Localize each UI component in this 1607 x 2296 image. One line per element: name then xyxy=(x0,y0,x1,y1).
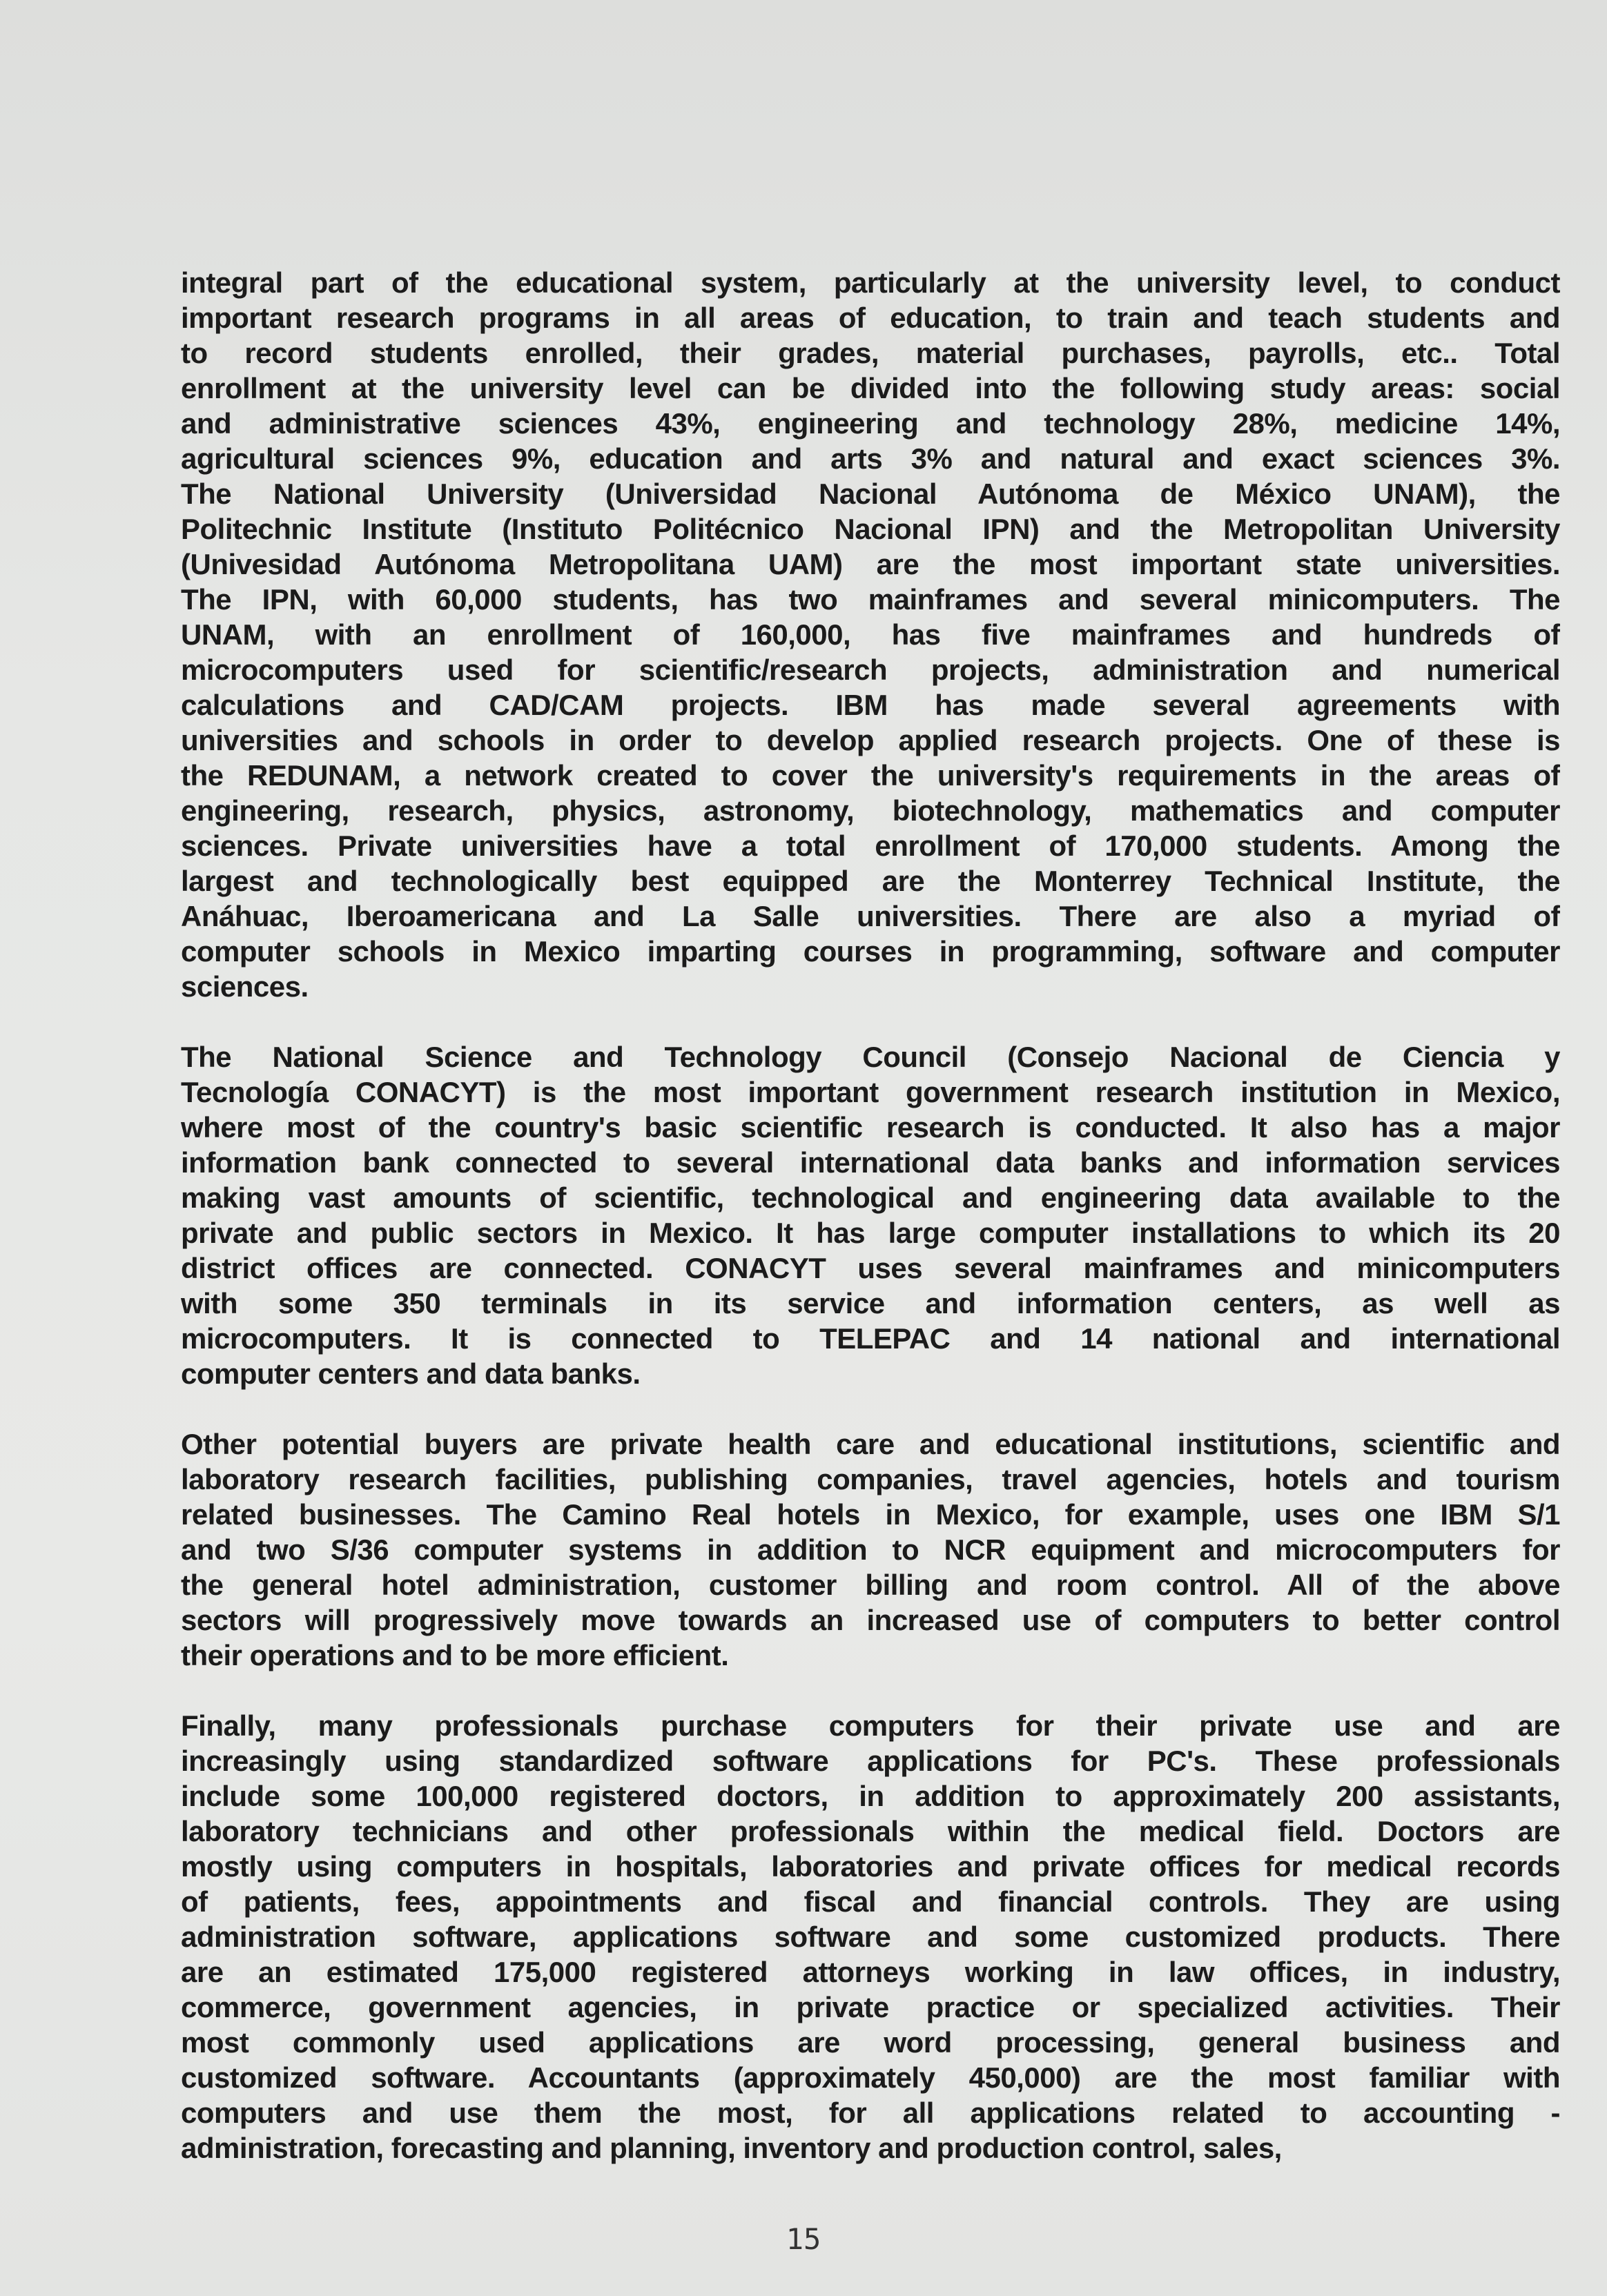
text-line: laboratory technicians and other professionals within the medical field. Doctors are xyxy=(181,1815,1560,1847)
text-line: increasingly using standardized software applications for PC's. These professionals xyxy=(181,1745,1560,1777)
paragraph xyxy=(181,1039,1560,1391)
text-line: important research programs in all areas of education, to train and teach students and xyxy=(181,302,1560,334)
text-line: the REDUNAM, a network created to cover the university's requirements in the areas of xyxy=(181,759,1560,792)
paragraph-spacer xyxy=(181,1673,1560,1708)
text-line: district offices are connected. CONACYT uses several mainframes and minicomputers xyxy=(181,1252,1560,1284)
text-line: most commonly used applications are word processing, general business and xyxy=(181,2026,1560,2059)
text-line: where most of the country's basic scientific research is conducted. It also has a major xyxy=(181,1111,1560,1144)
text-line: Politechnic Institute (Instituto Politécnico Nacional IPN) and the Metropolitan University xyxy=(181,513,1560,545)
text-line: making vast amounts of scientific, technological and engineering data available to the xyxy=(181,1181,1560,1214)
text-line: microcomputers. It is connected to TELEPAC and 14 national and international xyxy=(181,1322,1560,1355)
paragraph xyxy=(181,1426,1560,1673)
text-line: sectors will progressively move towards an increased use of computers to better control xyxy=(181,1604,1560,1636)
text-line: administration, forecasting and planning, inventory and production control, sales, xyxy=(181,2132,1282,2164)
paragraph xyxy=(181,265,1560,1004)
text-line: Other potential buyers are private health care and educational institutions, scientific and xyxy=(181,1428,1560,1460)
text-line: and two S/36 computer systems in addition to NCR equipment and microcomputers for xyxy=(181,1533,1560,1566)
paragraph-spacer xyxy=(181,1004,1560,1039)
text-line: Tecnología CONACYT) is the most important government research institution in Mexico, xyxy=(181,1076,1560,1108)
text-line: engineering, research, physics, astronomy, biotechnology, mathematics and computer xyxy=(181,794,1560,827)
paragraph xyxy=(181,1708,1560,2166)
text-line: information bank connected to several international data banks and information services xyxy=(181,1146,1560,1179)
text-line: Finally, many professionals purchase computers for their private use and are xyxy=(181,1709,1560,1742)
text-line: sciences. Private universities have a total enrollment of 170,000 students. Among the xyxy=(181,830,1560,862)
text-line: mostly using computers in hospitals, laboratories and private offices for medical records xyxy=(181,1850,1560,1883)
text-line: sciences. xyxy=(181,970,309,1003)
text-line: and administrative sciences 43%, engineering and technology 28%, medicine 14%, xyxy=(181,407,1560,440)
text-line: private and public sectors in Mexico. It has large computer installations to which its 20 xyxy=(181,1217,1560,1249)
text-line: The National Science and Technology Council (Consejo Nacional de Ciencia y xyxy=(181,1041,1560,1073)
text-line: are an estimated 175,000 registered attorneys working in law offices, in industry, xyxy=(181,1956,1560,1988)
text-line: of patients, fees, appointments and fiscal and financial controls. They are using xyxy=(181,1885,1560,1918)
text-line: to record students enrolled, their grades, material purchases, payrolls, etc.. Total xyxy=(181,337,1560,369)
text-line: UNAM, with an enrollment of 160,000, has five mainframes and hundreds of xyxy=(181,618,1560,651)
text-line: microcomputers used for scientific/research projects, administration and numerical xyxy=(181,654,1560,686)
text-line: agricultural sciences 9%, education and arts 3% and natural and exact sciences 3%. xyxy=(181,442,1560,475)
text-line: The National University (Universidad Nacional Autónoma de México UNAM), the xyxy=(181,478,1560,510)
text-line: (Univesidad Autónoma Metropolitana UAM) are the most important state universities. xyxy=(181,548,1560,580)
page-number: 15 xyxy=(786,2222,821,2256)
text-line: calculations and CAD/CAM projects. IBM has made several agreements with xyxy=(181,689,1560,721)
text-line: their operations and to be more efficient. xyxy=(181,1639,729,1671)
text-line: include some 100,000 registered doctors, in addition to approximately 200 assistants, xyxy=(181,1780,1560,1812)
text-line: Anáhuac, Iberoamericana and La Salle universities. There are also a myriad of xyxy=(181,900,1560,932)
text-line: universities and schools in order to develop applied research projects. One of these is xyxy=(181,724,1560,756)
text-line: enrollment at the university level can be divided into the following study areas: social xyxy=(181,372,1560,404)
text-line: commerce, government agencies, in private practice or specialized activities. Their xyxy=(181,1991,1560,2023)
text-line: The IPN, with 60,000 students, has two mainframes and several minicomputers. The xyxy=(181,583,1560,616)
text-line: the general hotel administration, customer billing and room control. All of the above xyxy=(181,1569,1560,1601)
text-line: integral part of the educational system, particularly at the university level, to conduct xyxy=(181,266,1560,299)
text-line: customized software. Accountants (approximately 450,000) are the most familiar with xyxy=(181,2061,1560,2094)
text-line: laboratory research facilities, publishing companies, travel agencies, hotels and tourism xyxy=(181,1463,1560,1495)
text-line: administration software, applications software and some customized products. There xyxy=(181,1921,1560,1953)
text-line: computer schools in Mexico imparting courses in programming, software and computer xyxy=(181,935,1560,968)
text-line: related businesses. The Camino Real hotels in Mexico, for example, uses one IBM S/1 xyxy=(181,1498,1560,1531)
text-line: computer centers and data banks. xyxy=(181,1357,641,1390)
text-line: with some 350 terminals in its service and information centers, as well as xyxy=(181,1287,1560,1319)
text-line: largest and technologically best equipped are the Monterrey Technical Institute, the xyxy=(181,865,1560,897)
text-line: computers and use them the most, for all applications related to accounting - xyxy=(181,2097,1560,2129)
paragraph-spacer xyxy=(181,1391,1560,1426)
body-text xyxy=(181,265,1560,2166)
